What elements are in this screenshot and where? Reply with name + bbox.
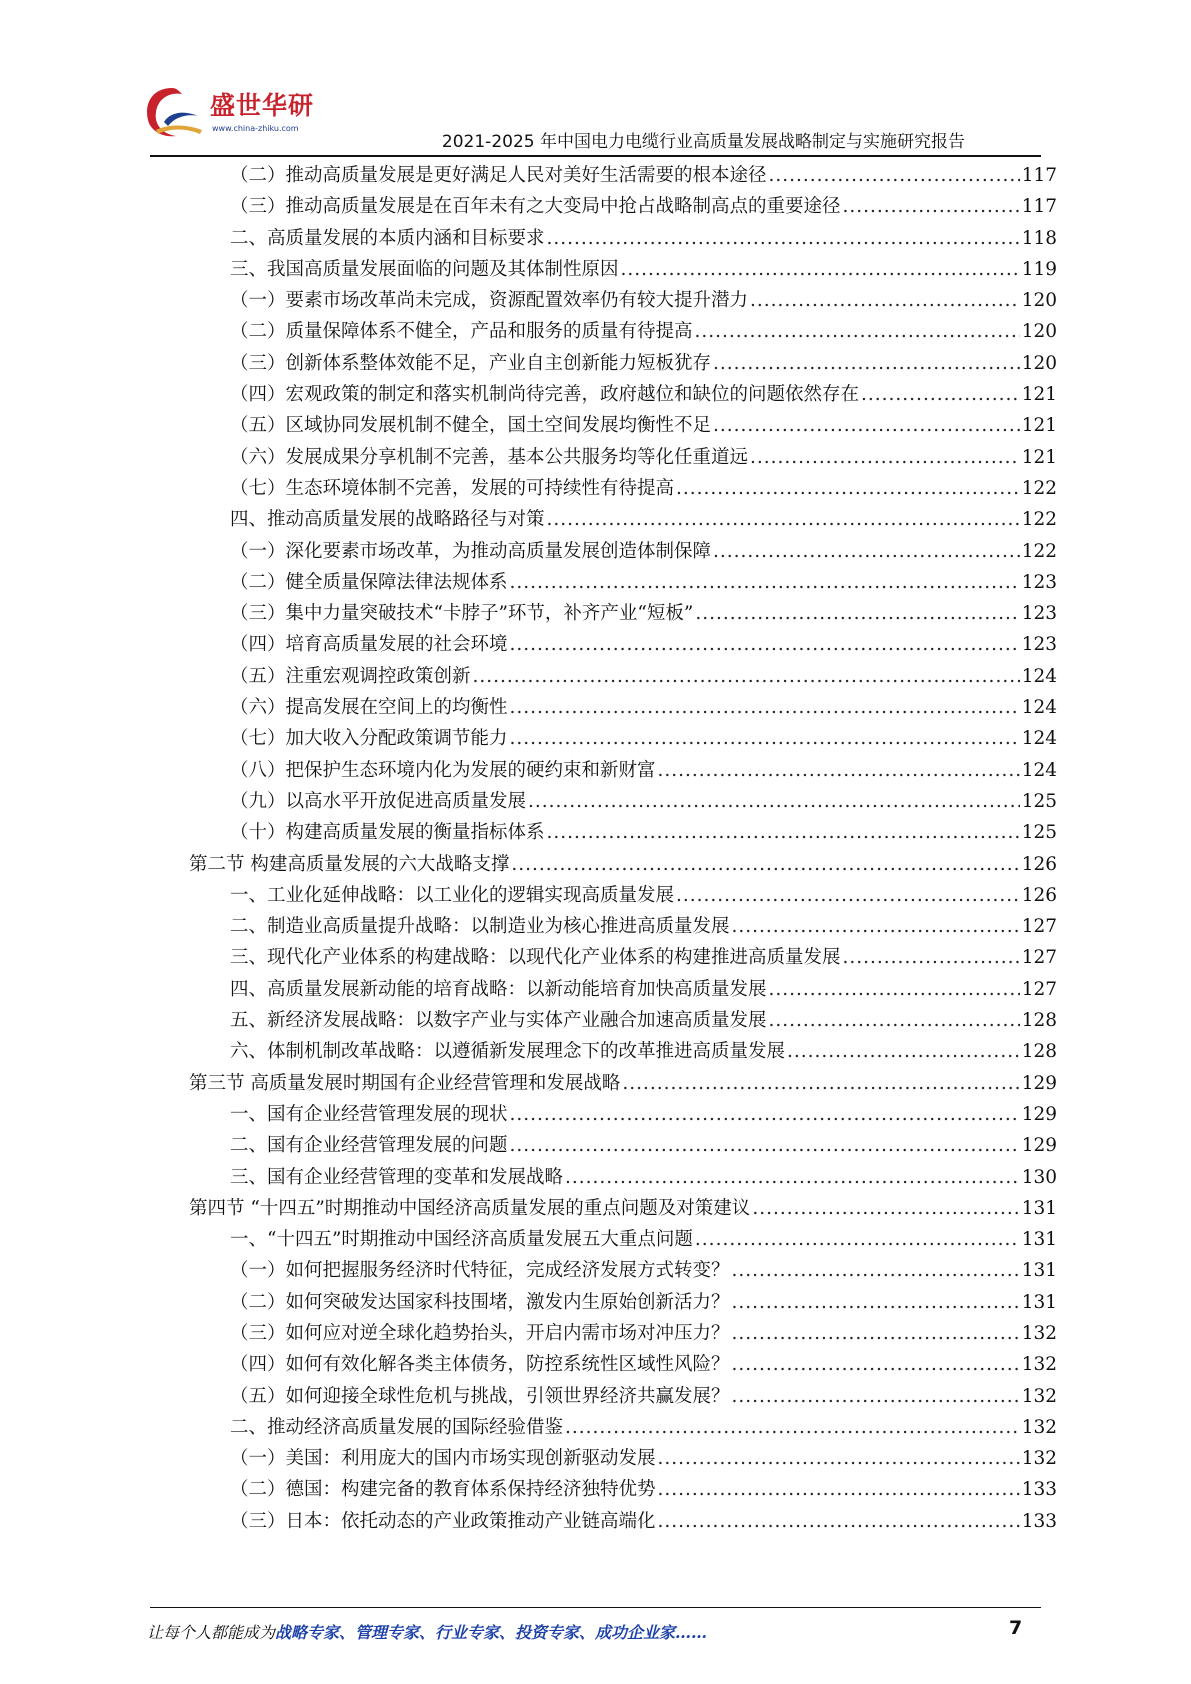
- footer-slogan: [147, 1620, 707, 1643]
- toc-leader-dots: [658, 1506, 1020, 1537]
- toc-entry[interactable]: [189, 567, 1057, 598]
- toc-entry-title: 第四节 “十四五”时期推动中国经济高质量发展的重点问题及对策建议: [189, 1197, 751, 1219]
- toc-entry[interactable]: [189, 661, 1057, 692]
- toc-entry-page: 133: [1021, 1479, 1057, 1501]
- toc-leader-dots: [732, 1287, 1020, 1318]
- toc-entry-page: 125: [1021, 790, 1057, 812]
- toc-entry-title: （六）提高发展在空间上的均衡性: [230, 697, 508, 719]
- toc-entry-title: （三）创新体系整体效能不足，产业自主创新能力短板犹存: [230, 352, 712, 374]
- toc-entry[interactable]: [189, 254, 1057, 285]
- toc-leader-dots: [695, 598, 1019, 629]
- toc-leader-dots: [676, 880, 1020, 911]
- toc-leader-dots: [547, 223, 1020, 254]
- toc-entry-title: （五）注重宏观调控政策创新: [230, 665, 471, 687]
- toc-entry-page: 117: [1021, 165, 1057, 186]
- toc-entry-title: （七）生态环境体制不完善，发展的可持续性有待提高: [230, 477, 675, 499]
- toc-entry-page: 122: [1021, 509, 1057, 531]
- toc-entry-title: （八）把保护生态环境内化为发展的硬约束和新财富: [230, 759, 656, 781]
- toc-leader-dots: [658, 755, 1020, 786]
- toc-entry-title: （五）区域协同发展机制不健全，国土空间发展均衡性不足: [230, 415, 712, 437]
- toc-entry-title: （四）宏观政策的制定和落实机制尚待完善，政府越位和缺位的问题依然存在: [230, 384, 860, 406]
- toc-entry-title: （九）以高水平开放促进高质量发展: [230, 790, 527, 812]
- toc-entry-page: 123: [1021, 634, 1057, 656]
- toc-entry[interactable]: [189, 974, 1057, 1005]
- toc-entry[interactable]: [189, 1193, 1057, 1224]
- toc-entry[interactable]: [189, 880, 1057, 911]
- toc-entry-title: （一）深化要素市场改革，为推动高质量发展创造体制保障: [230, 540, 712, 562]
- toc-leader-dots: [510, 567, 1020, 598]
- toc-entry[interactable]: [189, 723, 1057, 754]
- toc-entry-title: 三、我国高质量发展面临的问题及其体制性原因: [230, 258, 619, 280]
- footer-divider: [150, 1607, 1041, 1608]
- table-of-contents: [189, 160, 1057, 1537]
- toc-entry[interactable]: [189, 223, 1057, 254]
- toc-entry[interactable]: [189, 1412, 1057, 1443]
- toc-entry-page: 132: [1021, 1385, 1057, 1407]
- toc-leader-dots: [511, 849, 1019, 880]
- toc-entry-title: （二）推动高质量发展是更好满足人民对美好生活需要的根本途径: [230, 165, 767, 186]
- toc-entry-page: 128: [1021, 1041, 1057, 1063]
- toc-leader-dots: [528, 786, 1020, 817]
- logo-swoosh-icon: [142, 82, 206, 144]
- toc-entry-page: 127: [1021, 947, 1057, 969]
- toc-leader-dots: [843, 191, 1020, 222]
- toc-entry-title: 四、推动高质量发展的战略路径与对策: [230, 509, 545, 531]
- toc-entry-page: 130: [1021, 1166, 1057, 1188]
- toc-entry-page: 131: [1021, 1197, 1057, 1219]
- company-logo: [148, 82, 315, 148]
- toc-entry-title: 五、新经济发展战略：以数字产业与实体产业融合加速高质量发展: [230, 1010, 767, 1032]
- toc-entry-page: 131: [1021, 1291, 1057, 1313]
- toc-entry-page: 131: [1021, 1229, 1057, 1251]
- toc-entry-page: 132: [1021, 1322, 1057, 1344]
- toc-entry-title: （三）集中力量突破技术“卡脖子”环节，补齐产业“短板”: [230, 603, 694, 625]
- toc-entry[interactable]: [189, 442, 1057, 473]
- toc-leader-dots: [510, 1099, 1020, 1130]
- toc-entry[interactable]: [189, 911, 1057, 942]
- toc-entry-title: （四）如何有效化解各类主体债务，防控系统性区域性风险？: [230, 1354, 730, 1376]
- toc-leader-dots: [769, 974, 1020, 1005]
- toc-entry[interactable]: [189, 285, 1057, 316]
- toc-leader-dots: [732, 1318, 1020, 1349]
- toc-entry-page: 123: [1021, 571, 1057, 593]
- logo-name: 盛世华研: [210, 91, 315, 120]
- toc-entry-page: 133: [1021, 1510, 1057, 1532]
- toc-entry-page: 118: [1021, 227, 1057, 249]
- toc-entry[interactable]: [189, 629, 1057, 660]
- toc-entry-page: 123: [1021, 603, 1057, 625]
- toc-leader-dots: [565, 1162, 1020, 1193]
- toc-entry-page: 121: [1021, 446, 1057, 468]
- toc-leader-dots: [752, 1193, 1019, 1224]
- toc-leader-dots: [658, 1474, 1020, 1505]
- toc-entry[interactable]: [189, 1162, 1057, 1193]
- footer-slogan-highlight: 战略专家、管理专家、行业专家、投资专家、成功企业家……: [275, 1623, 708, 1642]
- page-header: [0, 0, 1191, 160]
- toc-entry-title: （一）要素市场改革尚未完成，资源配置效率仍有较大提升潜力: [230, 290, 749, 312]
- toc-entry[interactable]: [189, 1255, 1057, 1286]
- toc-entry-page: 121: [1021, 384, 1057, 406]
- toc-leader-dots: [676, 473, 1020, 504]
- toc-entry[interactable]: [189, 348, 1057, 379]
- toc-entry-title: 三、国有企业经营管理的变革和发展战略: [230, 1166, 564, 1188]
- toc-entry[interactable]: [189, 692, 1057, 723]
- toc-entry-title: 一、“十四五”时期推动中国经济高质量发展五大重点问题: [230, 1229, 693, 1251]
- toc-entry[interactable]: [189, 536, 1057, 567]
- toc-entry-title: （五）如何迎接全球性危机与挑战，引领世界经济共赢发展？: [230, 1385, 730, 1407]
- toc-entry-page: 129: [1021, 1103, 1057, 1125]
- toc-entry-page: 128: [1021, 1010, 1057, 1032]
- toc-entry-page: 132: [1021, 1416, 1057, 1438]
- toc-entry[interactable]: [189, 1068, 1057, 1099]
- page-number: 7: [1009, 1617, 1023, 1639]
- toc-entry-title: 一、工业化延伸战略：以工业化的逻辑实现高质量发展: [230, 884, 675, 906]
- toc-entry-page: 124: [1021, 759, 1057, 781]
- logo-url: www.china-zhiku.com: [212, 124, 299, 133]
- toc-entry-title: （一）如何把握服务经济时代特征，完成经济发展方式转变？: [230, 1260, 730, 1282]
- toc-entry-page: 119: [1021, 258, 1057, 280]
- toc-entry-page: 129: [1021, 1135, 1057, 1157]
- document-title: 2021-2025 年中国电力电缆行业高质量发展战略制定与实施研究报告: [441, 132, 965, 152]
- toc-entry[interactable]: [189, 160, 1057, 191]
- toc-leader-dots: [510, 629, 1020, 660]
- toc-entry[interactable]: [189, 786, 1057, 817]
- toc-entry[interactable]: [189, 504, 1057, 535]
- toc-entry-page: 124: [1021, 697, 1057, 719]
- toc-leader-dots: [695, 1224, 1020, 1255]
- toc-leader-dots: [658, 1443, 1020, 1474]
- toc-leader-dots: [787, 1036, 1020, 1067]
- toc-entry[interactable]: [189, 817, 1057, 848]
- toc-entry-page: 117: [1021, 196, 1057, 218]
- toc-leader-dots: [695, 316, 1020, 347]
- toc-entry[interactable]: [189, 849, 1057, 880]
- toc-entry[interactable]: [189, 1506, 1057, 1537]
- toc-leader-dots: [621, 254, 1020, 285]
- toc-entry-page: 120: [1021, 290, 1057, 312]
- toc-leader-dots: [713, 348, 1020, 379]
- toc-entry-title: （十）构建高质量发展的衡量指标体系: [230, 822, 545, 844]
- toc-leader-dots: [622, 1068, 1019, 1099]
- toc-entry[interactable]: [189, 1036, 1057, 1067]
- toc-entry[interactable]: [189, 473, 1057, 504]
- toc-entry-title: （七）加大收入分配政策调节能力: [230, 728, 508, 750]
- toc-entry-title: （二）质量保障体系不健全，产品和服务的质量有待提高: [230, 321, 693, 343]
- toc-entry[interactable]: [189, 1005, 1057, 1036]
- toc-entry-title: 一、国有企业经营管理发展的现状: [230, 1103, 508, 1125]
- toc-entry-title: 第三节 高质量发展时期国有企业经营管理和发展战略: [189, 1072, 621, 1094]
- toc-entry-page: 124: [1021, 728, 1057, 750]
- toc-entry-title: 二、国有企业经营管理发展的问题: [230, 1135, 508, 1157]
- toc-leader-dots: [547, 504, 1020, 535]
- toc-entry[interactable]: [189, 1224, 1057, 1255]
- toc-entry-page: 120: [1021, 321, 1057, 343]
- toc-entry-page: 125: [1021, 822, 1057, 844]
- toc-entry[interactable]: [189, 316, 1057, 347]
- toc-entry-page: 127: [1021, 978, 1057, 1000]
- toc-entry-page: 120: [1021, 352, 1057, 374]
- toc-entry[interactable]: [189, 942, 1057, 973]
- toc-entry[interactable]: [189, 1318, 1057, 1349]
- toc-entry-page: 132: [1021, 1448, 1057, 1470]
- header-divider: [150, 155, 1041, 157]
- toc-leader-dots: [769, 1005, 1020, 1036]
- toc-entry-page: 132: [1021, 1354, 1057, 1376]
- toc-leader-dots: [750, 285, 1020, 316]
- toc-entry-title: 六、体制机制改革战略：以遵循新发展理念下的改革推进高质量发展: [230, 1041, 786, 1063]
- toc-entry[interactable]: [189, 1443, 1057, 1474]
- toc-entry-page: 121: [1021, 415, 1057, 437]
- toc-leader-dots: [547, 817, 1020, 848]
- toc-leader-dots: [843, 942, 1020, 973]
- toc-entry-title: 第二节 构建高质量发展的六大战略支撑: [189, 853, 510, 875]
- toc-entry[interactable]: [189, 191, 1057, 222]
- toc-entry-title: （三）推动高质量发展是在百年未有之大变局中抢占战略制高点的重要途径: [230, 196, 841, 218]
- toc-entry[interactable]: [189, 755, 1057, 786]
- toc-entry-title: （二）如何突破发达国家科技围堵，激发内生原始创新活力？: [230, 1291, 730, 1313]
- toc-entry[interactable]: [189, 1287, 1057, 1318]
- toc-entry-page: 124: [1021, 665, 1057, 687]
- toc-entry[interactable]: [189, 1474, 1057, 1505]
- toc-leader-dots: [861, 379, 1020, 410]
- toc-entry-title: 三、现代化产业体系的构建战略：以现代化产业体系的构建推进高质量发展: [230, 947, 841, 969]
- toc-entry[interactable]: [189, 410, 1057, 441]
- toc-entry-page: 131: [1021, 1260, 1057, 1282]
- toc-entry-title: （三）日本：依托动态的产业政策推动产业链高端化: [230, 1510, 656, 1532]
- toc-leader-dots: [769, 160, 1020, 191]
- toc-leader-dots: [732, 911, 1020, 942]
- toc-entry-title: （一）美国：利用庞大的国内市场实现创新驱动发展: [230, 1448, 656, 1470]
- toc-leader-dots: [732, 1381, 1020, 1412]
- toc-leader-dots: [732, 1255, 1020, 1286]
- toc-leader-dots: [510, 1130, 1020, 1161]
- toc-entry-page: 122: [1021, 477, 1057, 499]
- toc-entry-title: 二、推动经济高质量发展的国际经验借鉴: [230, 1416, 564, 1438]
- toc-entry-title: （二）健全质量保障法律法规体系: [230, 571, 508, 593]
- toc-leader-dots: [473, 661, 1020, 692]
- toc-leader-dots: [750, 442, 1020, 473]
- toc-entry-title: （四）培育高质量发展的社会环境: [230, 634, 508, 656]
- toc-entry-title: （六）发展成果分享机制不完善，基本公共服务均等化任重道远: [230, 446, 749, 468]
- footer-slogan-prefix: 让每个人都能成为: [147, 1623, 276, 1642]
- toc-entry-title: （三）如何应对逆全球化趋势抬头，开启内需市场对冲压力？: [230, 1322, 730, 1344]
- toc-entry[interactable]: [189, 598, 1057, 629]
- toc-entry-page: 129: [1021, 1072, 1057, 1094]
- toc-leader-dots: [510, 692, 1020, 723]
- toc-entry[interactable]: [189, 1099, 1057, 1130]
- toc-entry-title: 四、高质量发展新动能的培育战略：以新动能培育加快高质量发展: [230, 978, 767, 1000]
- toc-entry-page: 126: [1021, 853, 1057, 875]
- toc-leader-dots: [565, 1412, 1020, 1443]
- toc-entry[interactable]: [189, 1381, 1057, 1412]
- toc-entry-page: 122: [1021, 540, 1057, 562]
- toc-entry-page: 127: [1021, 916, 1057, 938]
- toc-leader-dots: [713, 536, 1020, 567]
- toc-entry-page: 126: [1021, 884, 1057, 906]
- toc-entry-title: （二）德国：构建完备的教育体系保持经济独特优势: [230, 1479, 656, 1501]
- toc-leader-dots: [732, 1349, 1020, 1380]
- toc-entry[interactable]: [189, 379, 1057, 410]
- toc-leader-dots: [510, 723, 1020, 754]
- toc-entry[interactable]: [189, 1349, 1057, 1380]
- toc-leader-dots: [713, 410, 1020, 441]
- toc-entry-title: 二、制造业高质量提升战略：以制造业为核心推进高质量发展: [230, 916, 730, 938]
- toc-entry[interactable]: [189, 1130, 1057, 1161]
- toc-entry-title: 二、高质量发展的本质内涵和目标要求: [230, 227, 545, 249]
